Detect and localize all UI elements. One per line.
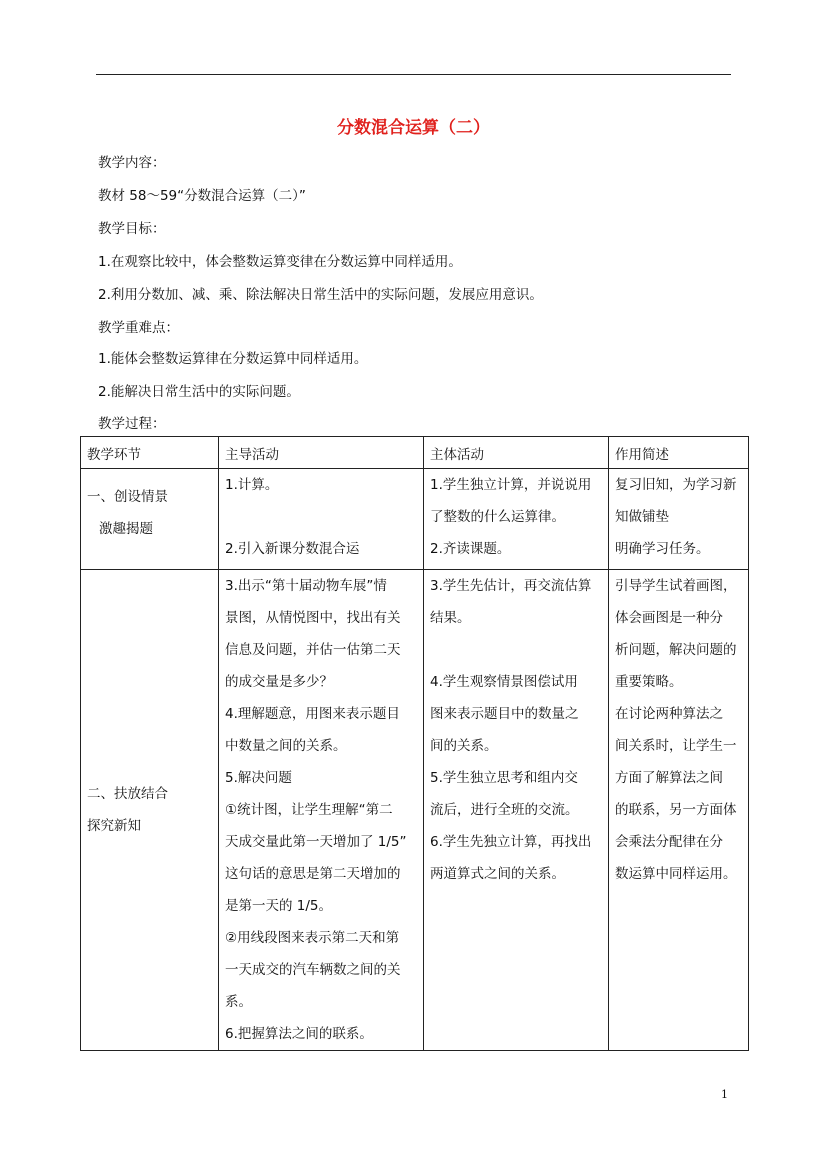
section-label-process: 教学过程： <box>98 416 166 432</box>
cell-line: 间的关系。 <box>430 738 498 754</box>
cell-line: 景图，从情悦图中，找出有关 <box>225 610 401 626</box>
cell-line: 是第一天的 1/5。 <box>225 898 333 914</box>
cell-line: 会乘法分配律在分 <box>615 834 723 850</box>
key-point-1: 1.能体会整数运算律在分数运算中同样适用。 <box>98 351 368 367</box>
cell-line: 1.学生独立计算，并说说用 <box>430 477 592 493</box>
cell-line: 2.引入新课分数混合运 <box>225 541 360 557</box>
cell-line: 5.学生独立思考和组内交 <box>430 770 578 786</box>
teaching-process-table <box>80 436 749 1051</box>
cell-line: 6.把握算法之间的联系。 <box>225 1026 373 1042</box>
cell-line: 复习旧知，为学习新 <box>615 477 737 493</box>
section-label-goals: 教学目标： <box>98 221 166 237</box>
cell-line: ①统计图，让学生理解“第二 <box>225 802 393 818</box>
header-stage: 教学环节 <box>81 437 219 469</box>
cell-line: 析问题，解决问题的 <box>615 642 737 658</box>
student-activity-cell <box>424 570 609 1051</box>
stage-line: 探究新知 <box>87 818 141 834</box>
cell-line: 体会画图是一种分 <box>615 610 723 626</box>
stage-cell <box>81 469 219 570</box>
cell-line: 6.学生先独立计算，再找出 <box>430 834 592 850</box>
cell-line: 流后，进行全班的交流。 <box>430 802 579 818</box>
cell-line: 的联系，另一方面体 <box>615 802 737 818</box>
cell-line: 明确学习任务。 <box>615 541 710 557</box>
table-row <box>81 469 749 570</box>
document-title: 分数混合运算（二） <box>337 118 490 138</box>
section-label-key-points: 教学重难点： <box>98 320 179 336</box>
cell-spacer <box>430 634 602 666</box>
table-row <box>81 570 749 1051</box>
stage-line: 二、扶放结合 <box>87 786 168 802</box>
cell-line: 2.齐读课题。 <box>430 541 511 557</box>
cell-line: 5.解决问题 <box>225 770 292 786</box>
cell-line: 4.理解题意，用图来表示题目 <box>225 706 400 722</box>
purpose-cell <box>609 469 749 570</box>
table-header-row <box>81 437 749 469</box>
cell-line: 这句话的意思是第二天增加的 <box>225 866 401 882</box>
cell-line: 间关系时，让学生一 <box>615 738 737 754</box>
lead-activity-cell <box>219 469 424 570</box>
lead-activity-cell <box>219 570 424 1051</box>
key-point-2: 2.能解决日常生活中的实际问题。 <box>98 384 300 400</box>
cell-line: 结果。 <box>430 610 471 626</box>
cell-line: 1.计算。 <box>225 477 279 493</box>
cell-line: 中数量之间的关系。 <box>225 738 347 754</box>
stage-line: 一、创设情景 <box>87 489 168 505</box>
header-lead-activity: 主导活动 <box>219 437 424 469</box>
goal-item-2: 2.利用分数加、减、乘、除法解决日常生活中的实际问题，发展应用意识。 <box>98 287 543 303</box>
cell-line: 一天成交的汽车辆数之间的关 <box>225 962 401 978</box>
cell-line: 数运算中同样运用。 <box>615 866 737 882</box>
textbook-reference: 教材 58～59“分数混合运算（二）” <box>98 188 306 204</box>
cell-line: 方面了解算法之间 <box>615 770 723 786</box>
cell-line: 的成交量是多少？ <box>225 674 333 690</box>
section-label-content: 教学内容： <box>98 155 166 171</box>
cell-line: 信息及问题，并估一估第二天 <box>225 642 401 658</box>
purpose-cell <box>609 570 749 1051</box>
cell-line: 了整数的什么运算律。 <box>430 509 565 525</box>
student-activity-cell <box>424 469 609 570</box>
header-student-activity: 主体活动 <box>424 437 609 469</box>
header-purpose: 作用简述 <box>609 437 749 469</box>
cell-line: ②用线段图来表示第二天和第 <box>225 930 400 946</box>
stage-cell <box>81 570 219 1051</box>
cell-line: 4.学生观察情景图偿试用 <box>430 674 578 690</box>
header-rule <box>96 74 731 75</box>
page-number: 1 <box>721 1088 728 1101</box>
cell-line: 图来表示题目中的数量之 <box>430 706 579 722</box>
goal-item-1: 1.在观察比较中，体会整数运算变律在分数运算中同样适用。 <box>98 254 462 270</box>
cell-line: 3.学生先估计，再交流估算 <box>430 578 592 594</box>
cell-line: 3.出示“第十届动物车展”情 <box>225 578 387 594</box>
cell-line: 系。 <box>225 994 252 1010</box>
cell-spacer <box>225 501 417 533</box>
stage-line: 激趣揭题 <box>99 521 153 537</box>
cell-line: 在讨论两种算法之 <box>615 706 723 722</box>
cell-line: 天成交量此第一天增加了 1/5” <box>225 834 407 850</box>
cell-line: 引导学生试着画图， <box>615 578 737 594</box>
cell-line: 两道算式之间的关系。 <box>430 866 565 882</box>
cell-line: 重要策略。 <box>615 674 683 690</box>
cell-line: 知做铺垫 <box>615 509 669 525</box>
